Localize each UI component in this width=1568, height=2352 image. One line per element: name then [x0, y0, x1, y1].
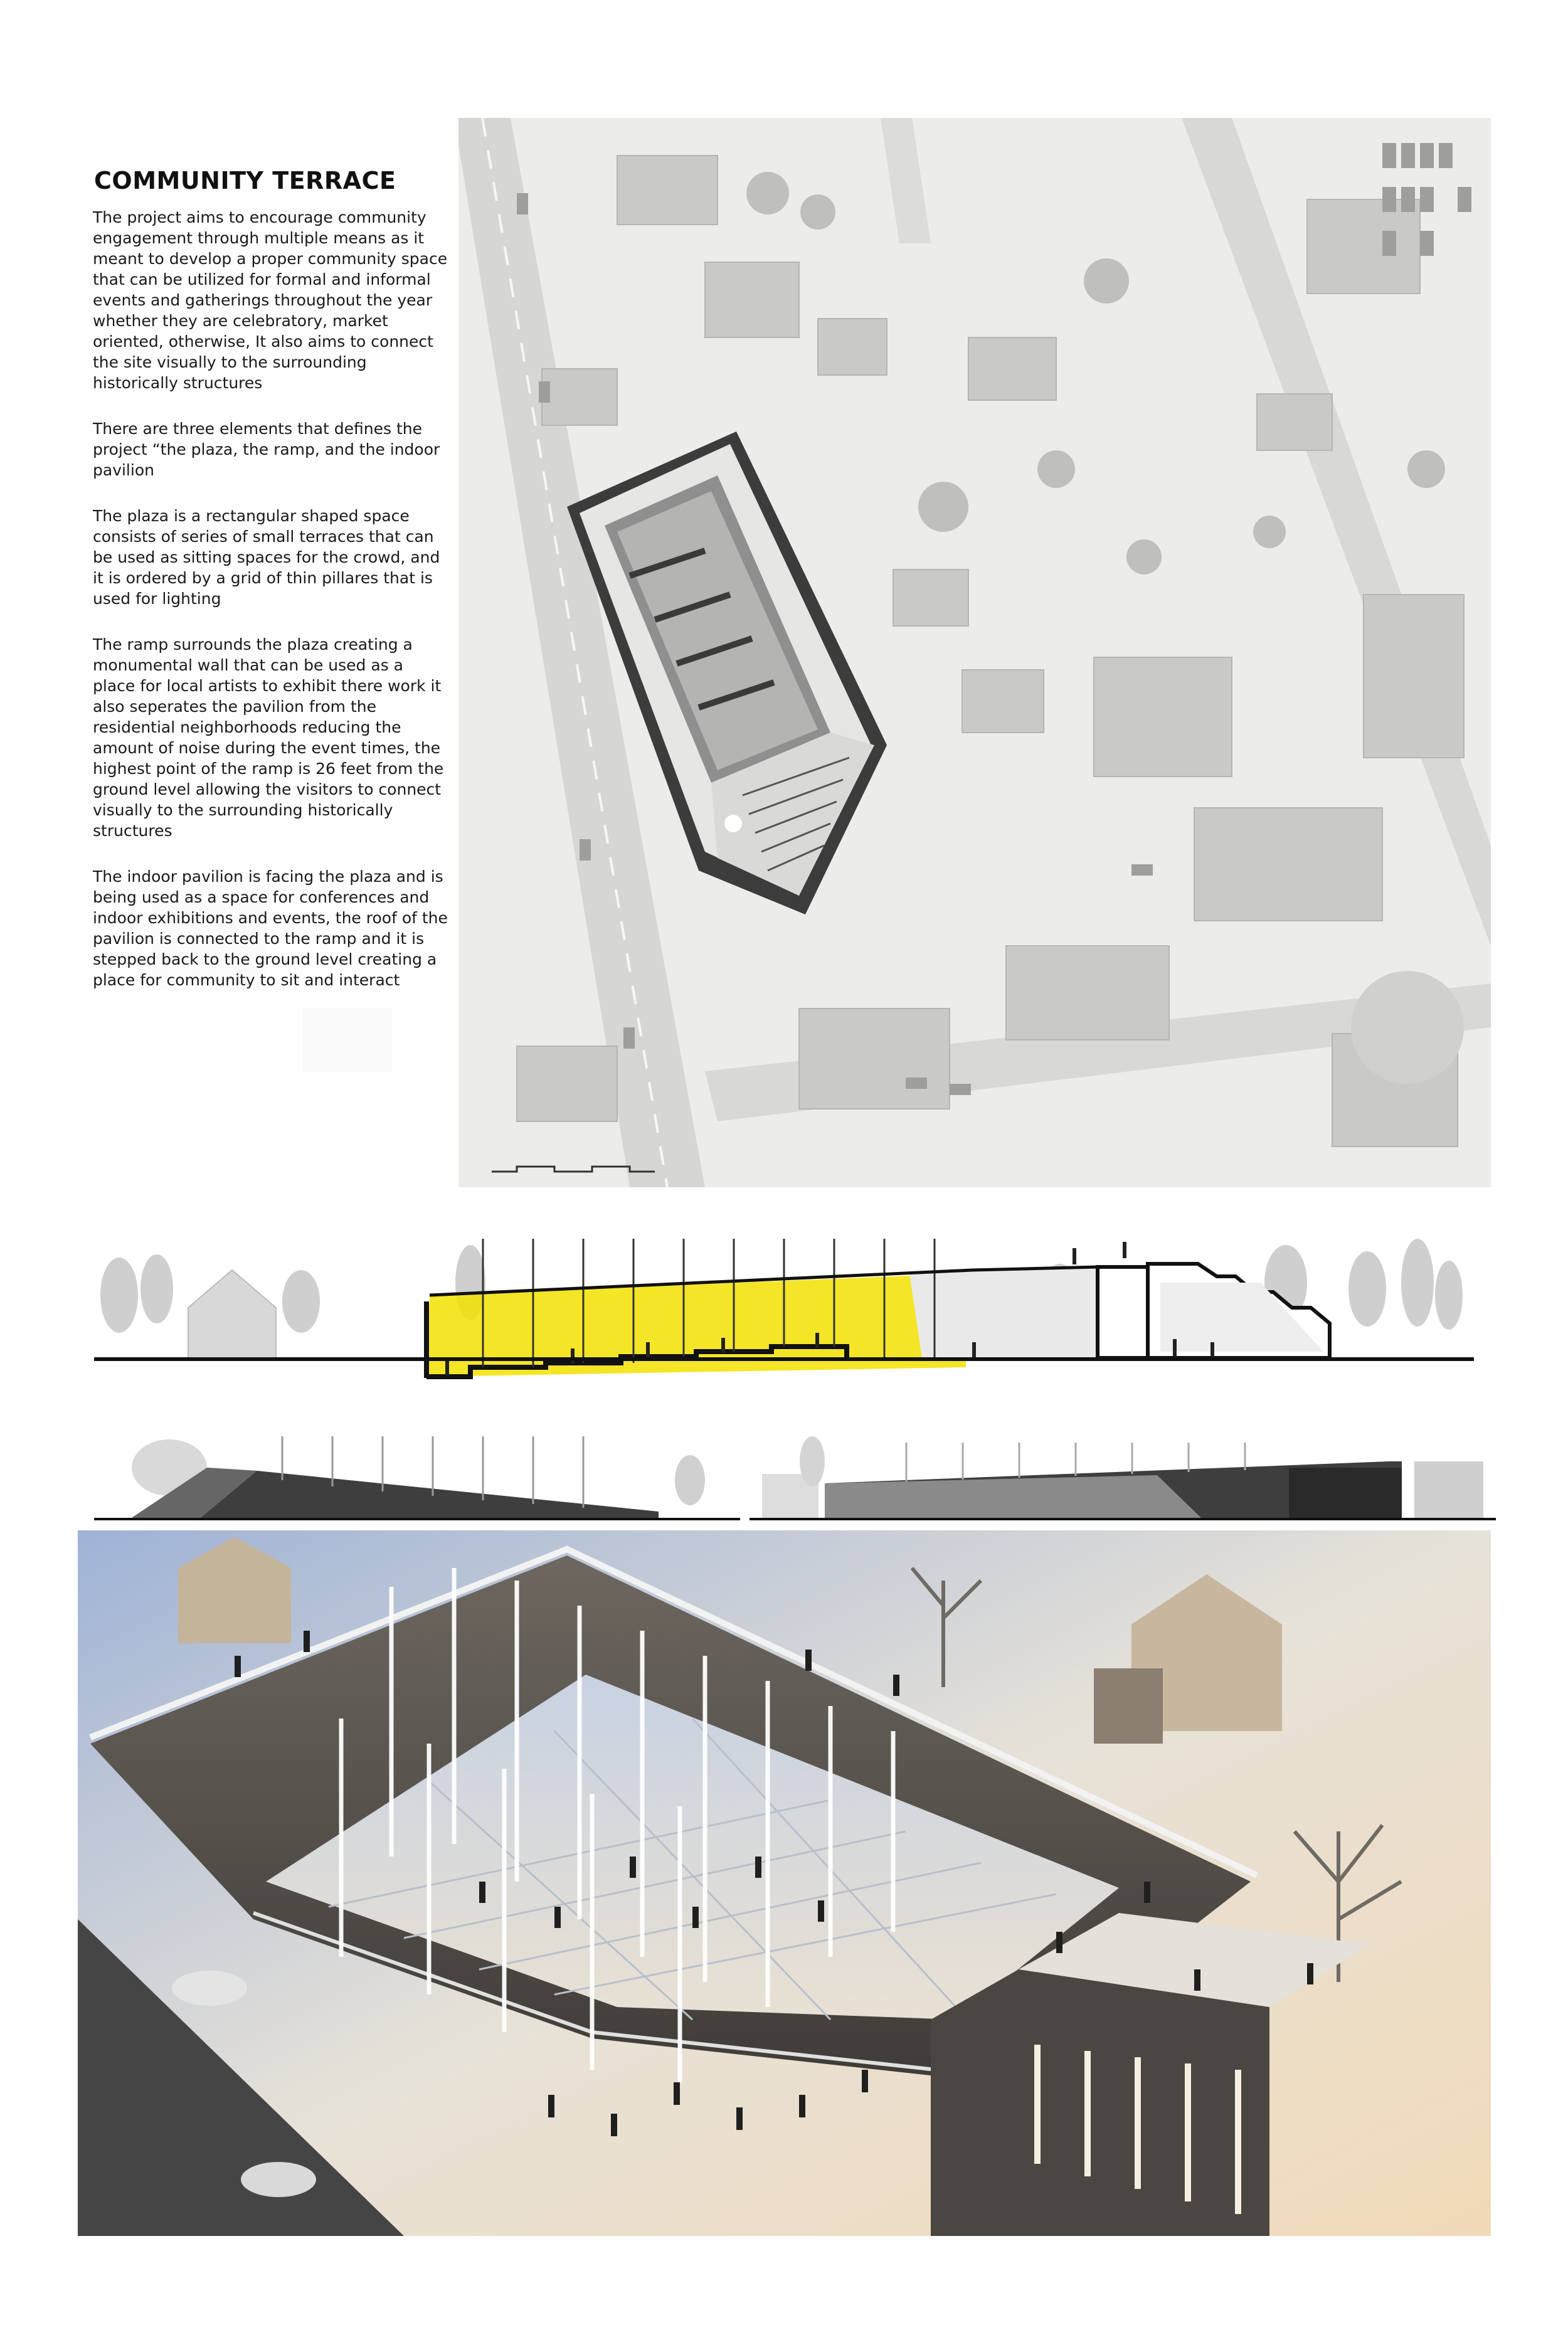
paragraph-plaza: The plaza is a rectangular shaped space consists of series of small terraces that can be used as sitting spaces for the crowd, and it is ordered by a grid of thin pillares that is used for lighting: [93, 507, 440, 608]
description: [93, 207, 450, 1015]
paragraph-elements: There are three elements that defines the project “the plaza, the ramp, and the indoor pavilion: [93, 420, 440, 479]
page-title: COMMUNITY TERRACE: [94, 167, 396, 194]
elevation-right: [750, 1424, 1496, 1524]
longitudinal-section: [94, 1214, 1474, 1402]
site-plan: [78, 118, 1491, 1187]
elevation-left: [94, 1424, 740, 1524]
text-panel: [78, 118, 458, 1187]
perspective-render: [78, 1530, 1491, 2236]
paragraph-ramp: The ramp surrounds the plaza creating a monumental wall that can be used as a place for local artists to exhibit there work it also seperates the pavilion from the residential neighborhoods reducing the amount of noise during the event times, the highest point of the ramp is 26 feet from the ground level allowing the visitors to connect visually to the surrounding historically structures: [93, 635, 444, 840]
paragraph-intro: The project aims to encourage community engagement through multiple means as it meant to develop a proper community space that can be utilized for formal and informal events and gatherings throughout the year whether they are celebratory, market oriented, otherwise, It also aims to connect the site visually to the surrounding historically structures: [93, 208, 448, 392]
paragraph-pavilion: The indoor pavilion is facing the plaza and is being used as a space for conferences and indoor exhibitions and events, the roof of the pavilion is connected to the ramp and it is stepped back to the ground level creating a place for community to sit and interact: [93, 867, 448, 989]
